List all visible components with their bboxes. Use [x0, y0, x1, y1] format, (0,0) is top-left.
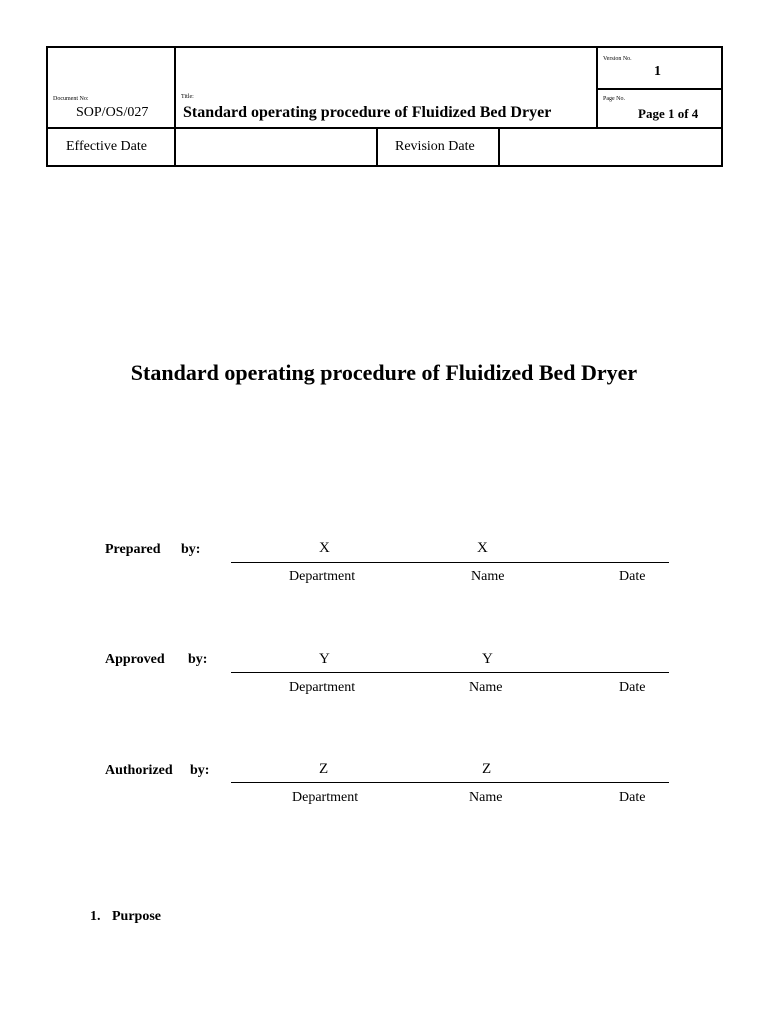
header-title-value: Standard operating procedure of Fluidized Bed Dryer [183, 104, 552, 121]
section-title: Purpose [112, 909, 161, 924]
document-no-label: Document No: [53, 96, 89, 102]
section-number: 1. [90, 909, 101, 924]
signature-role-label: Prepared [105, 542, 161, 557]
department-caption: Department [292, 790, 359, 805]
date-caption: Date [619, 569, 646, 584]
name-caption: Name [469, 680, 503, 695]
signature-role-label: Approved [105, 652, 165, 667]
version-value: 1 [654, 64, 661, 79]
signature-department-value: X [319, 540, 330, 556]
name-caption: Name [469, 790, 503, 805]
header-border-right [721, 46, 723, 167]
signature-name-value: Y [482, 651, 493, 667]
document-no-value: SOP/OS/027 [76, 105, 149, 120]
header-border-revision-right [498, 127, 500, 167]
signature-by-label: by: [181, 542, 201, 557]
signature-line [231, 782, 669, 783]
signature-department-value: Z [319, 761, 329, 777]
header-border-top [46, 46, 723, 48]
section-heading-purpose [90, 909, 161, 925]
page-no-label: Page No. [603, 96, 625, 102]
page-no-value: Page 1 of 4 [638, 106, 699, 121]
signature-name-value: X [477, 540, 488, 556]
signature-by-label: by: [188, 652, 208, 667]
signature-line [231, 562, 669, 563]
department-caption: Department [289, 569, 356, 584]
document-header-table [46, 46, 723, 167]
signature-role-label: Authorized [105, 763, 173, 778]
header-border-version-page [597, 88, 723, 90]
signature-line [231, 672, 669, 673]
signature-by-label: by: [190, 763, 210, 778]
signature-name-value: Z [482, 761, 492, 777]
effective-date-label: Effective Date [66, 139, 147, 154]
signature-department-value: Y [319, 651, 330, 667]
revision-date-label: Revision Date [395, 139, 475, 154]
version-label: Version No. [603, 56, 632, 62]
header-border-col1 [174, 46, 176, 167]
document-title: Standard operating procedure of Fluidized Bed Dryer [130, 360, 638, 385]
header-border-left [46, 46, 48, 167]
title-label: Title: [181, 94, 194, 100]
header-border-revision-left [376, 127, 378, 167]
header-border-row2 [46, 127, 723, 129]
header-border-bottom [46, 165, 723, 167]
date-caption: Date [619, 680, 646, 695]
name-caption: Name [471, 569, 505, 584]
department-caption: Department [289, 680, 356, 695]
header-border-col3 [596, 46, 598, 128]
date-caption: Date [619, 790, 646, 805]
